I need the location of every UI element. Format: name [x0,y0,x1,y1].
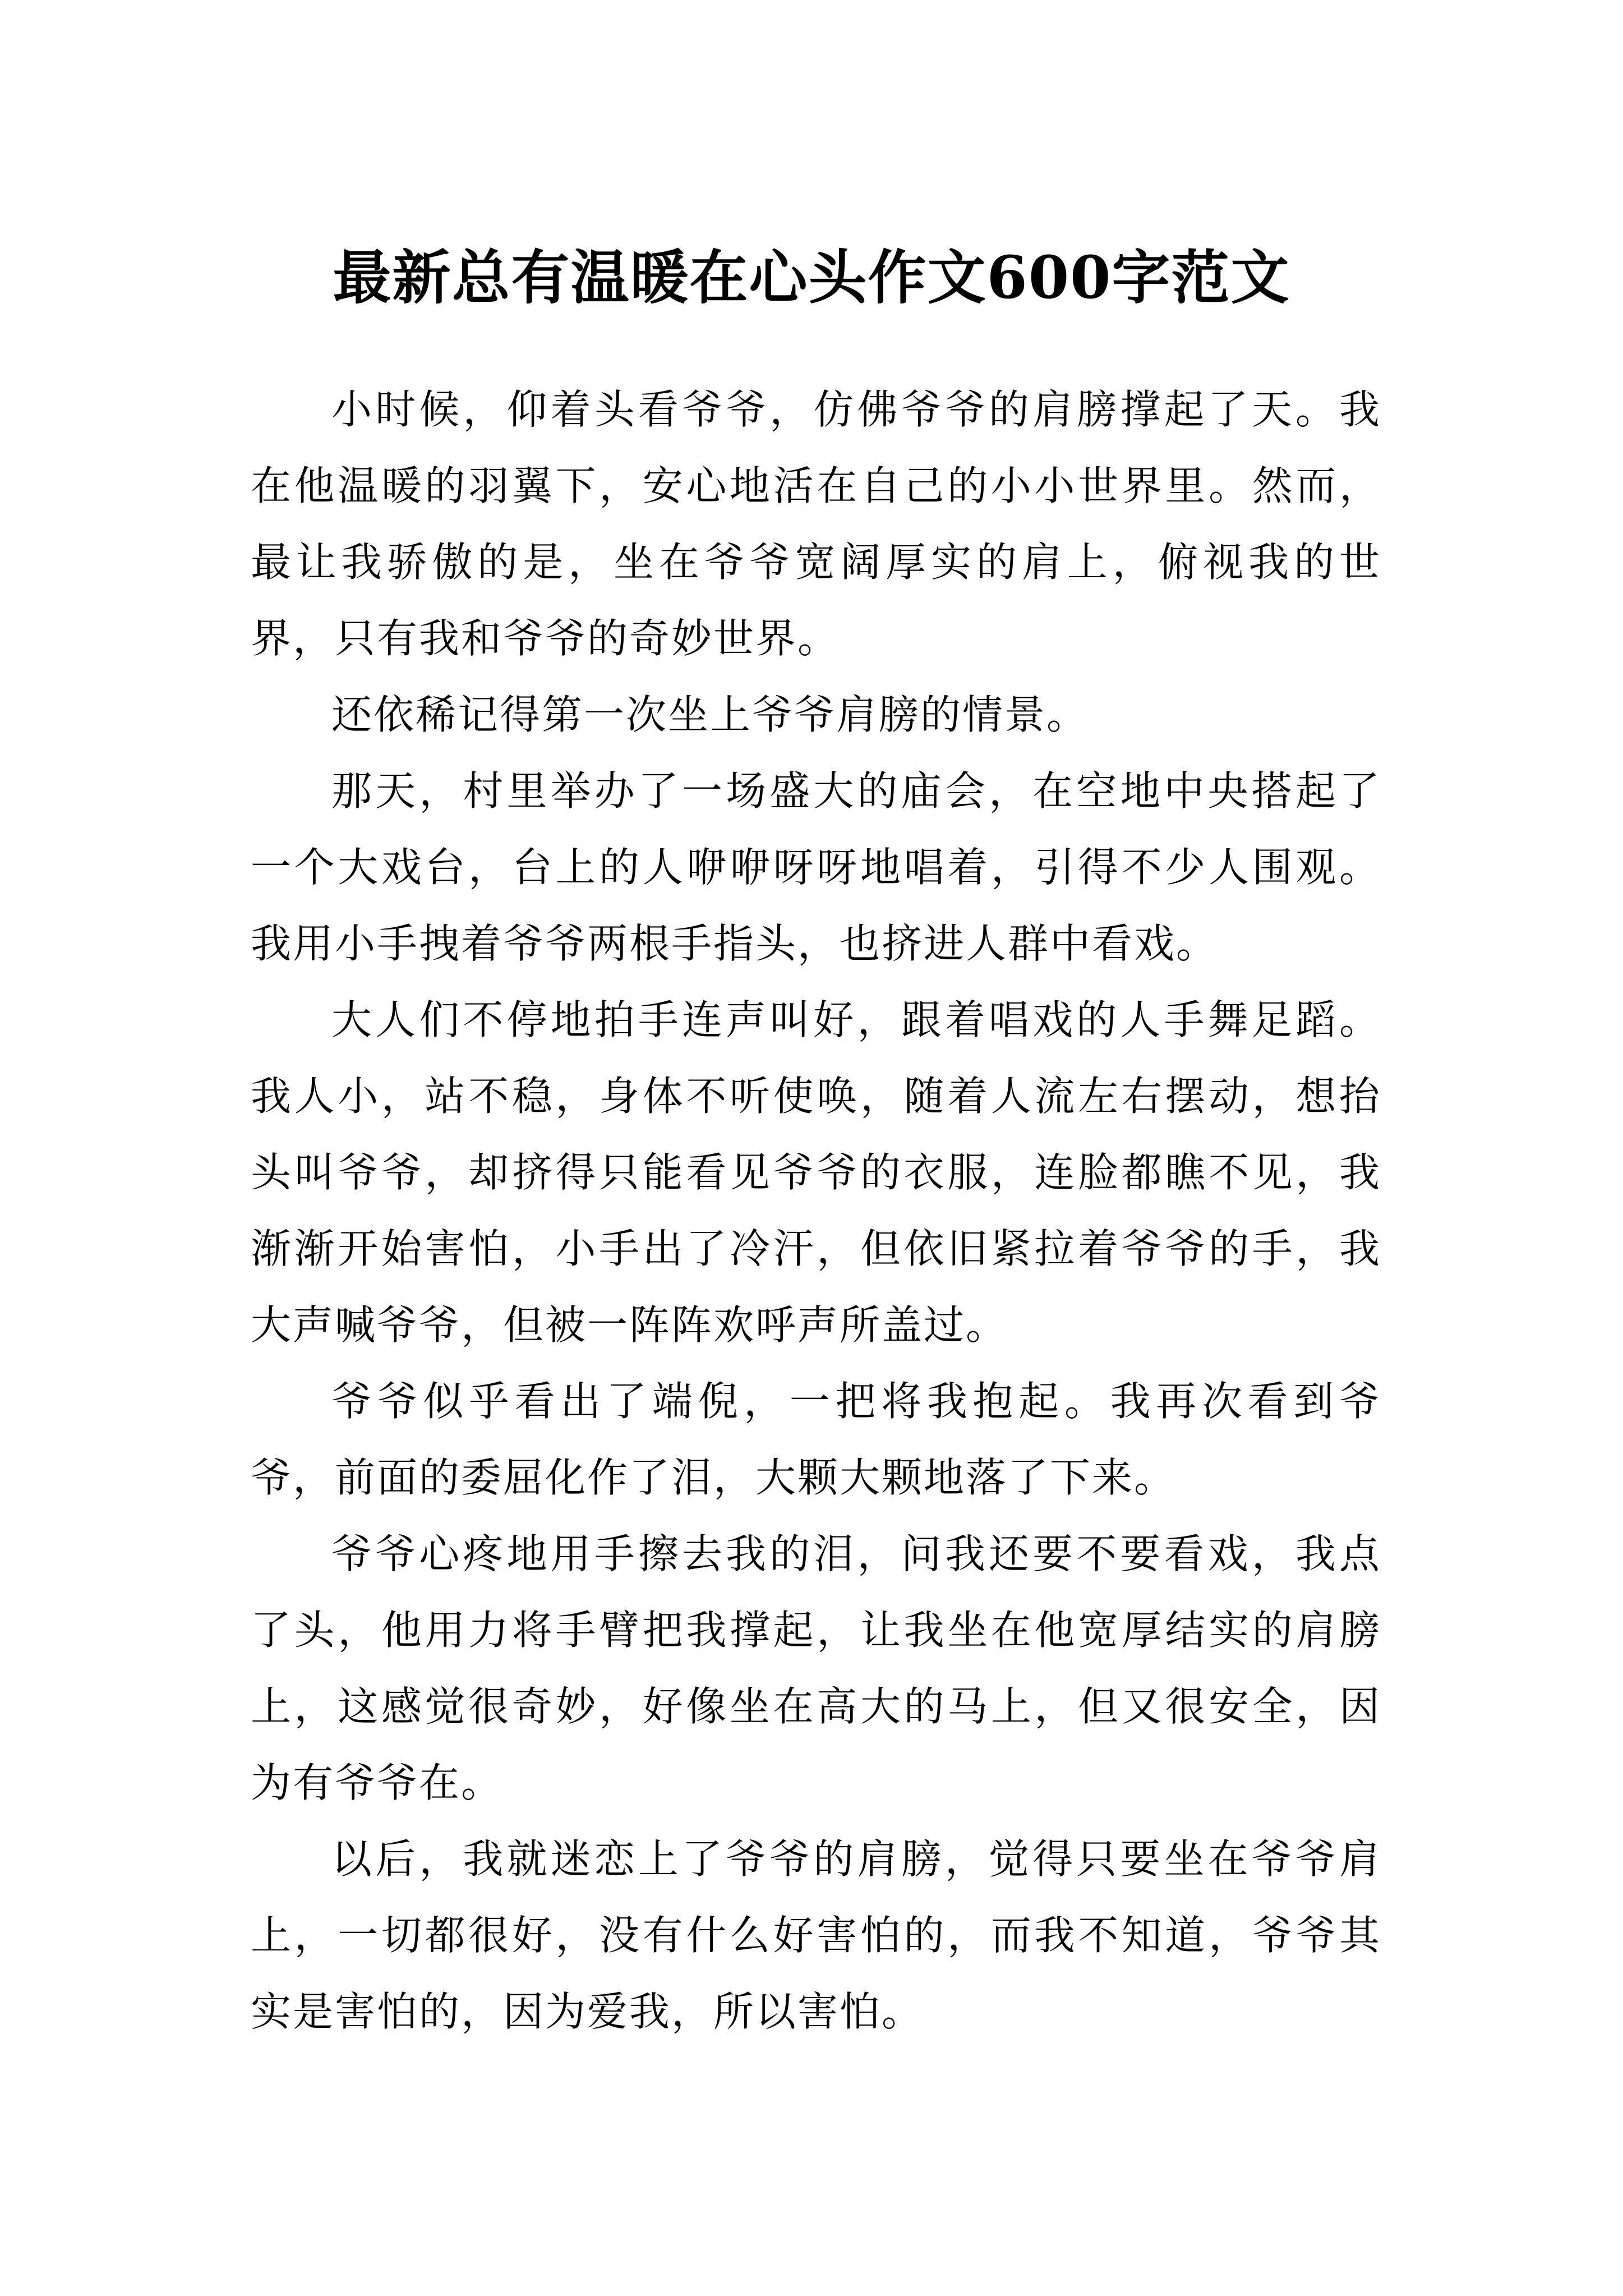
document-body [251,371,1381,2050]
document-title: 最新总有温暖在心头作文600字范文 [333,242,1290,312]
paragraph-2: 还依稀记得第一次坐上爷爷肩膀的情景。 [331,691,1089,738]
paragraph-3: 那天，村里举办了一场盛大的庙会，在空地中央搭起了一个大戏台，台上的人咿咿呀呀地唱着，引得不少人围观。我用小手拽着爷爷两根手指头，也挤进人群中看戏。 [251,767,1381,967]
paragraph-5: 爷爷似乎看出了端倪，一把将我抱起。我再次看到爷爷，前面的委屈化作了泪，大颗大颗地落了下来。 [251,1378,1381,1501]
paragraph-4: 大人们不停地拍手连声叫好，跟着唱戏的人手舞足蹈。我人小，站不稳，身体不听使唤，随着人流左右摆动，想抬头叫爷爷，却挤得只能看见爷爷的衣服，连脸都瞧不见，我渐渐开始害怕，小手出了冷汗，但依旧紧拉着爷爷的手，我大声喊爷爷，但被一阵阵欢呼声所盖过。 [251,996,1381,1349]
paragraph-6: 爷爷心疼地用手擦去我的泪，问我还要不要看戏，我点了头，他用力将手臂把我撑起，让我坐在他宽厚结实的肩膀上，这感觉很奇妙，好像坐在高大的马上，但又很安全，因为有爷爷在。 [251,1530,1381,1806]
paragraph-1: 小时候，仰着头看爷爷，仿佛爷爷的肩膀撑起了天。我在他温暖的羽翼下，安心地活在自己的小小世界里。然而，最让我骄傲的是，坐在爷爷宽阔厚实的肩上，俯视我的世界，只有我和爷爷的奇妙世界。 [251,386,1381,662]
paragraph-7: 以后，我就迷恋上了爷爷的肩膀，觉得只要坐在爷爷肩上，一切都很好，没有什么好害怕的，而我不知道，爷爷其实是害怕的，因为爱我，所以害怕。 [251,1835,1381,2035]
